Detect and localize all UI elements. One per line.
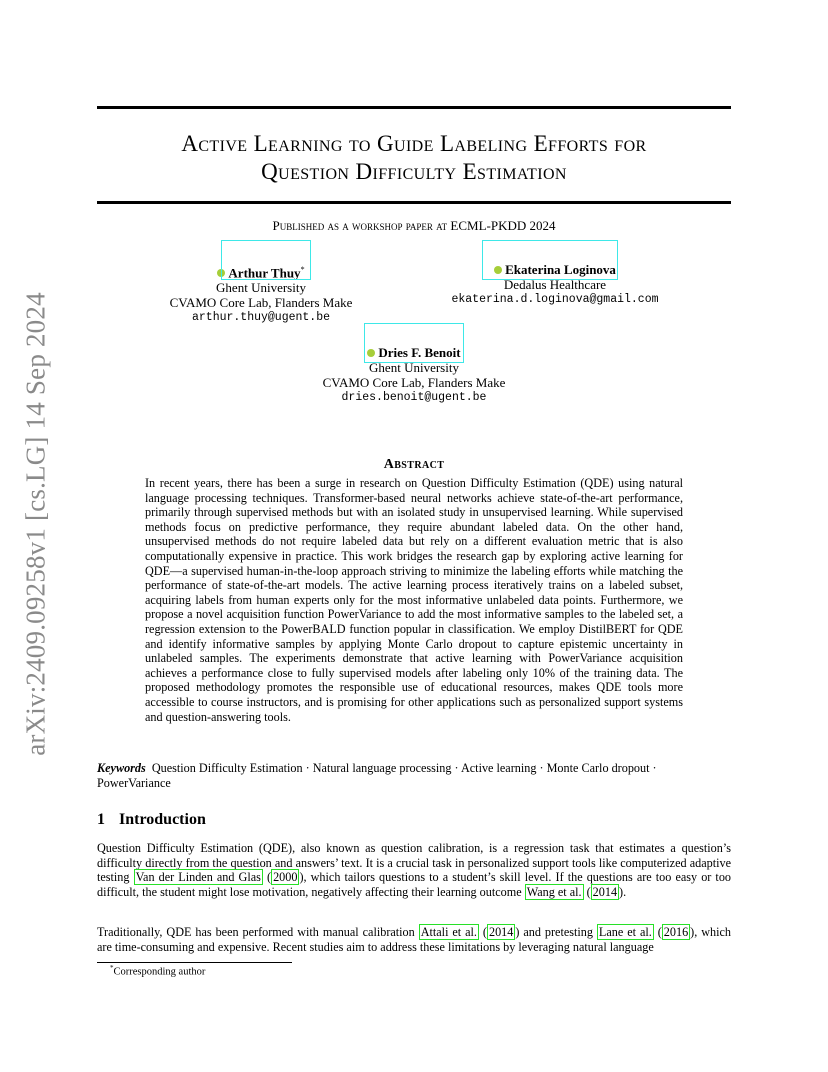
citation-link[interactable]: Wang et al. — [526, 885, 582, 900]
author-email[interactable]: dries.benoit@ugent.be — [341, 391, 487, 404]
intro-text: ), which tailors questions to a student’s skill level. If the questions are too easy or too difficult, the student might lose motivation, negatively affecting their learning outcome — [97, 870, 732, 900]
footnote-text: Corresponding author — [113, 966, 206, 978]
citation-year-link[interactable]: 2016 — [663, 925, 689, 939]
author-name: Dries F. Benoit — [378, 345, 461, 360]
citation-year-link[interactable]: 2014 — [592, 885, 618, 900]
author-email[interactable]: arthur.thuy@ugent.be — [191, 311, 331, 325]
intro-text: ( — [653, 925, 662, 939]
author-name: Ekaterina Loginova — [505, 262, 616, 277]
intro-paragraph-1 — [97, 841, 731, 900]
intro-text: Question Difficulty Estimation (QDE), also known as question calibration, is a regression task that estimates a question’s difficulty directly from the question and answers’ text. It is a crucial task in personalized support tools like computerized adaptive testing — [97, 841, 731, 885]
author-name: Arthur Thuy — [228, 265, 301, 281]
arxiv-side-identifier — [18, 288, 54, 760]
citation-link[interactable]: Van der Linden and Glas — [135, 870, 261, 885]
footnote — [110, 964, 205, 978]
intro-text: ( — [262, 870, 272, 885]
abstract-heading: Abstract — [383, 457, 445, 472]
intro-text: ). — [619, 885, 627, 900]
citation-year-link[interactable]: 2000 — [273, 870, 298, 885]
author-affiliation: CVAMO Core Lab, Flanders Make — [169, 295, 353, 311]
title-top-rule — [97, 106, 731, 109]
orcid-icon[interactable] — [367, 349, 375, 357]
orcid-icon[interactable] — [217, 269, 225, 277]
footnote-rule — [97, 962, 292, 963]
intro-text: ( — [478, 925, 487, 939]
author-block-loginova — [430, 262, 680, 307]
keywords-text: Question Difficulty Estimation · Natural language processing · Active learning · Monte Carlo dropout · PowerVariance — [97, 761, 657, 790]
section-title: Introduction — [119, 811, 206, 828]
title-bottom-rule — [97, 201, 731, 204]
abstract-body: In recent years, there has been a surge in research on Question Difficulty Estimation (QDE) using natural language processing techniques. Transformer-based neural networks achieve state-of-the-art performance, primarily through supervised methods but with an isolated study in unsupervised learning. While supervised methods focus on predictive performance, they require abundant labeled data. On the other hand, unsupervised methods do not require labeled data but rely on a different evaluation metric that is also computationally expensive in practice. This work bridges the research gap by exploring active learning for QDE—a supervised human-in-the-loop approach striving to minimize the labeling efforts while matching the performance of state-of-the-art models. The active learning process iteratively trains on a labeled subset, acquiring labels from human experts only for the most informative unlabeled data points. Furthermore, we propose a novel acquisition function PowerVariance to add the most informative samples to the labeled set, a regression extension to the PowerBALD function popular in classification. We employ DistilBERT for QDE and identify informative samples by applying Monte Carlo dropout to capture epistemic uncertainty in unlabeled samples. The experiments demonstrate that active learning with PowerVariance acquisition achieves a performance close to fully supervised models after labeling only 10% of the training data. The proposed methodology promotes the responsible use of educational resources, makes QDE tools more accessible to course instructors, and is promising for other applications such as personalized support systems and question-answering tools. — [145, 476, 683, 724]
title-line-1: Active Learning to Guide Labeling Efforts for — [181, 131, 647, 156]
citation-year-link[interactable]: 2014 — [488, 925, 514, 939]
publication-note: Published as a workshop paper at ECML-PKDD 2024 — [272, 218, 556, 233]
footnote-mark: * — [110, 964, 114, 972]
intro-text: ), which are time-consuming and expensive. Recent studies aim to address these limitations by leveraging natural language — [97, 925, 732, 954]
section-heading-introduction — [97, 811, 206, 829]
title-line-2: Question Difficulty Estimation — [261, 159, 567, 184]
paper-title — [97, 130, 731, 186]
arxiv-id-text: arXiv:2409.09258v1 [cs.LG] 14 Sep 2024 — [20, 292, 51, 756]
citation-link[interactable]: Lane et al. — [598, 925, 652, 939]
author-affiliation: Ghent University — [216, 280, 306, 296]
corresponding-mark[interactable]: * — [300, 265, 305, 274]
author-block-benoit — [300, 345, 528, 405]
citation-link[interactable]: Attali et al. — [420, 925, 477, 939]
author-email[interactable]: ekaterina.d.loginova@gmail.com — [451, 293, 659, 306]
orcid-icon[interactable] — [494, 266, 502, 274]
author-affiliation: Ghent University — [369, 360, 459, 375]
author-affiliation: CVAMO Core Lab, Flanders Make — [322, 375, 506, 390]
intro-text: ) and pretesting — [515, 925, 597, 939]
keywords — [97, 761, 731, 790]
keywords-label: Keywords — [97, 761, 146, 775]
intro-text: Traditionally, QDE has been performed with manual calibration — [97, 925, 419, 939]
intro-paragraph-2 — [97, 925, 731, 954]
intro-text: ( — [583, 885, 591, 900]
author-affiliation: Dedalus Healthcare — [503, 277, 607, 292]
section-number: 1 — [97, 811, 105, 828]
author-block-thuy — [150, 262, 372, 325]
